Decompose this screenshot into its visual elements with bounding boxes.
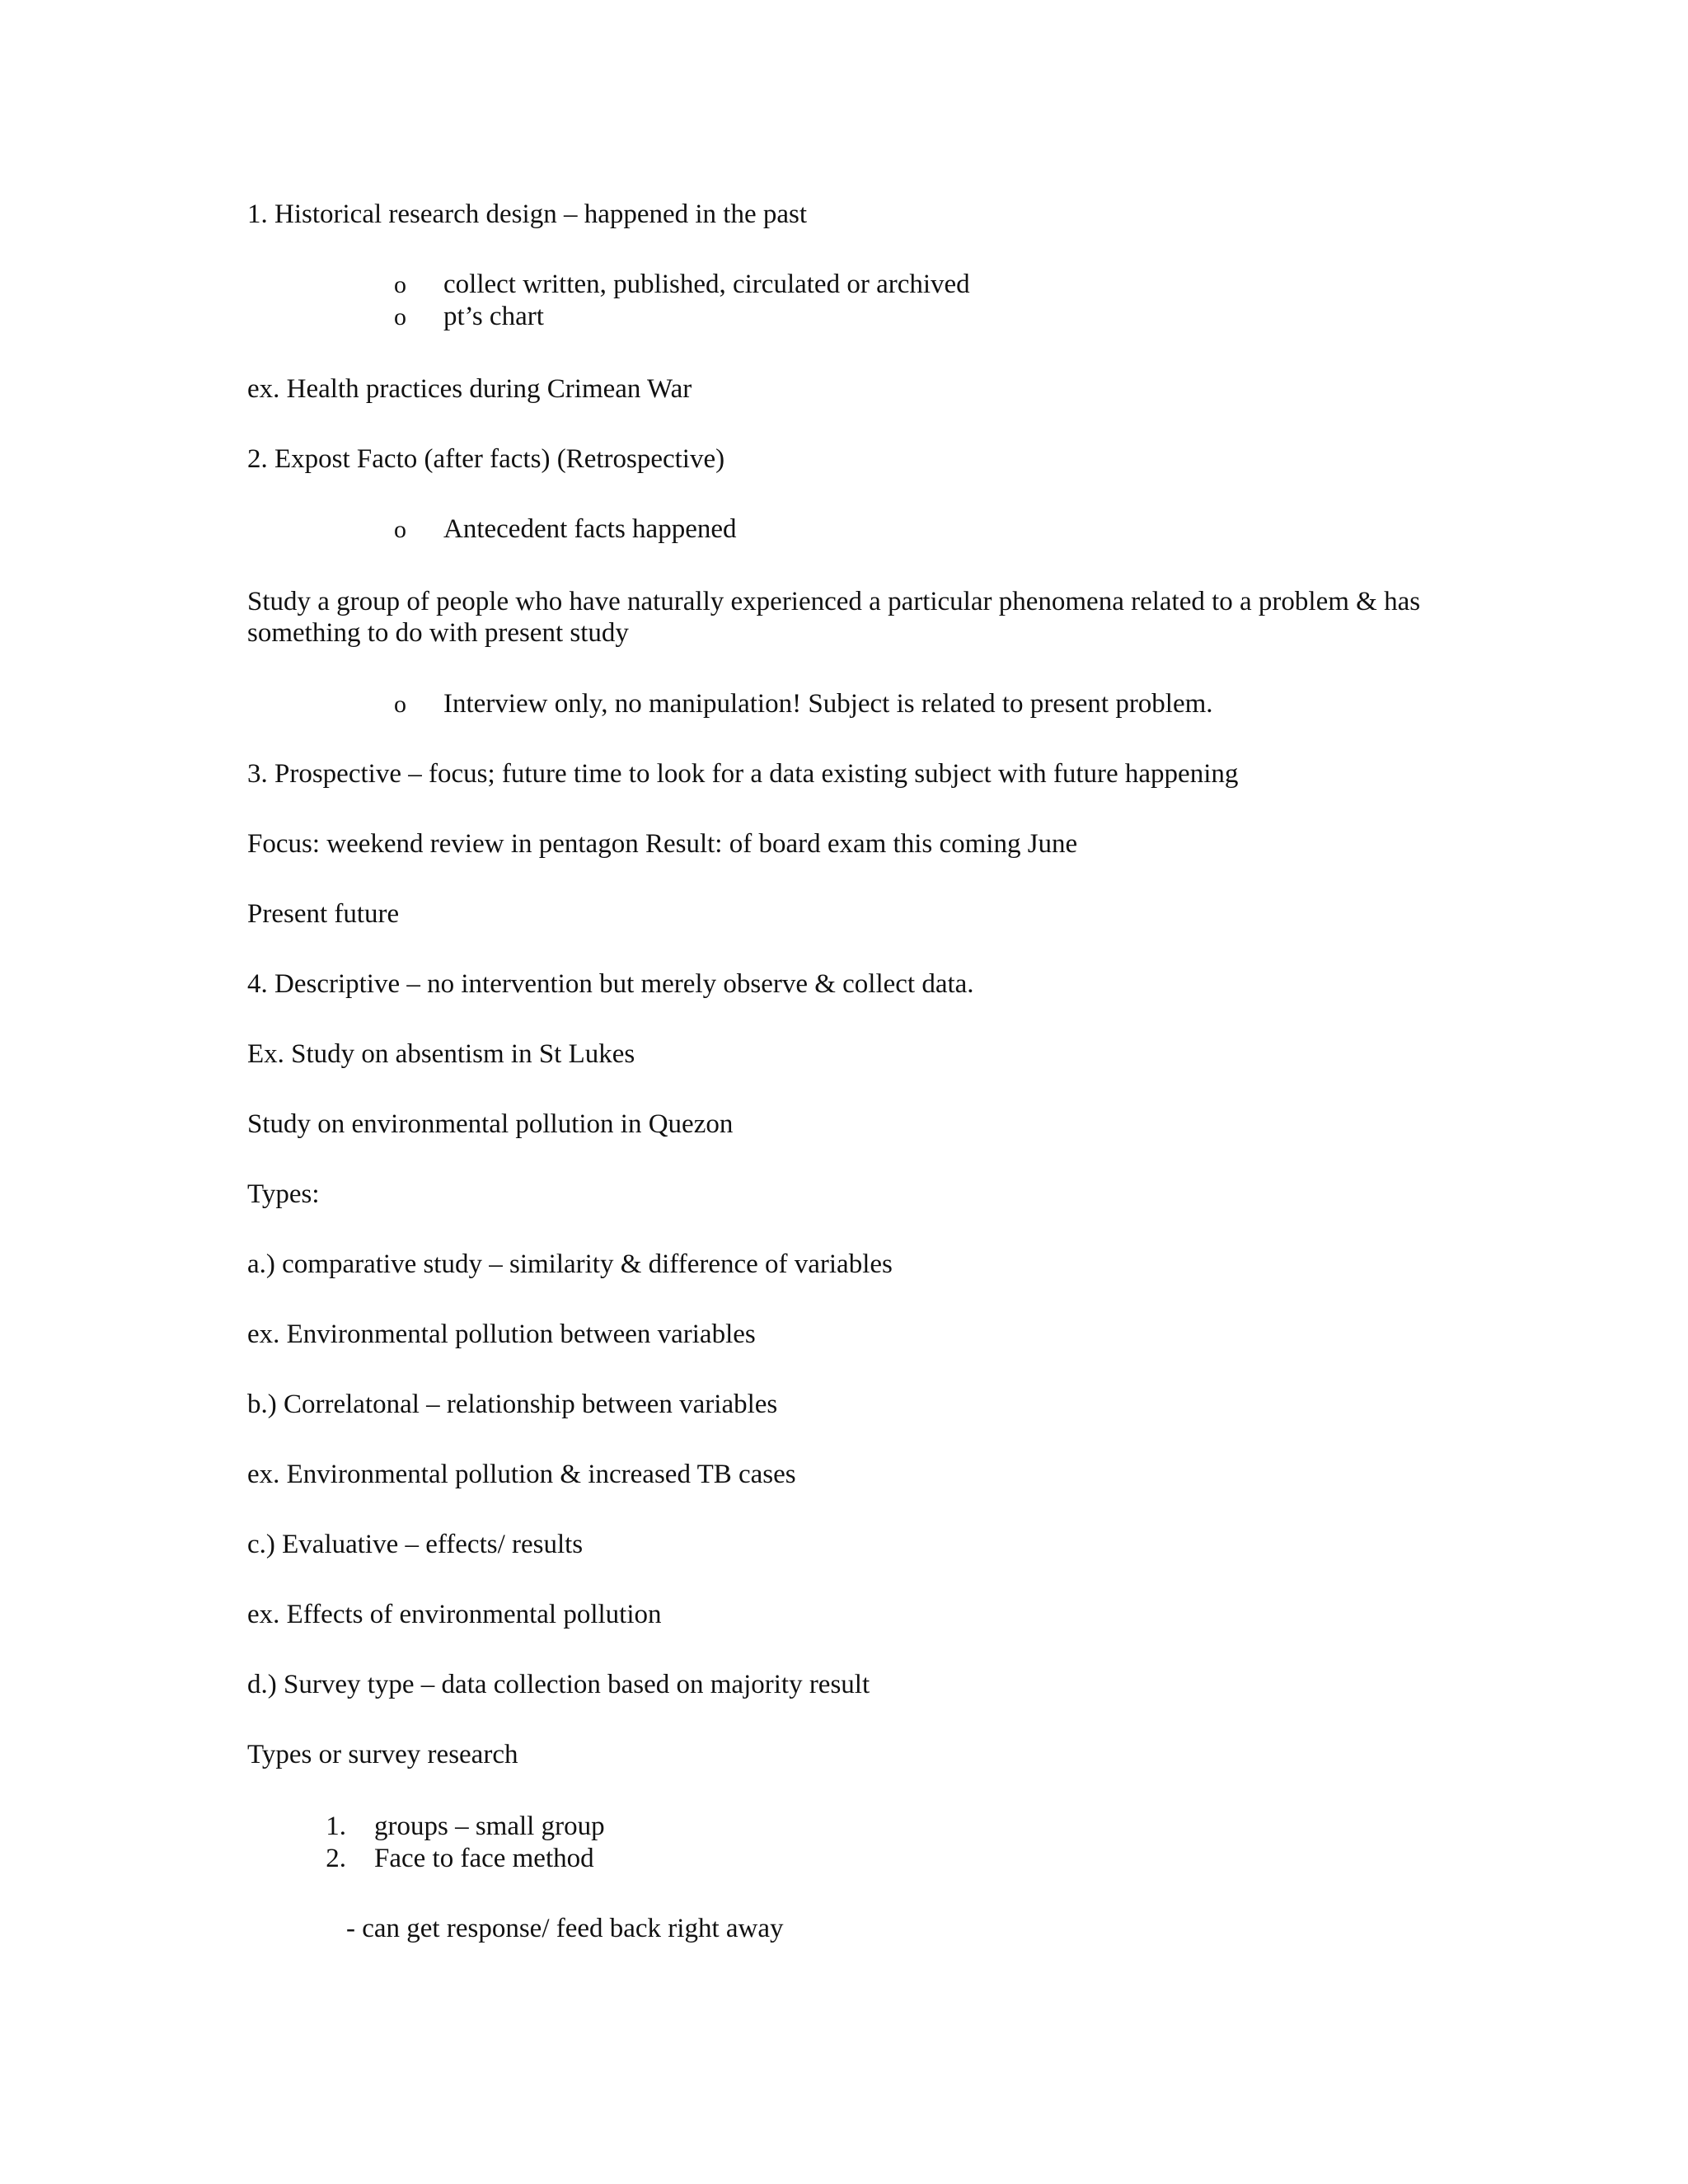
focus-line: Focus: weekend review in pentagon Result: of board exam this coming June <box>247 829 1078 859</box>
bullet-item <box>394 269 970 301</box>
example-comparative: ex. Environmental pollution between variables <box>247 1319 756 1349</box>
bullet-circle-icon: o <box>394 691 406 718</box>
types-label: Types: <box>247 1179 320 1209</box>
numbered-item <box>293 1811 605 1842</box>
bullet-text: collect written, published, circulated or archived <box>443 269 970 299</box>
type-evaluative: c.) Evaluative – effects/ results <box>247 1530 584 1559</box>
heading-expost-facto: 2. Expost Facto (after facts) (Retrospective) <box>247 444 725 474</box>
bullet-circle-icon: o <box>394 303 406 330</box>
list-number: 2. <box>326 1844 346 1873</box>
paragraph-study-group: Study a group of people who have naturally experienced a particular phenomena related to a problem & has something to do with present study <box>247 587 1421 648</box>
type-survey: d.) Survey type – data collection based on majority result <box>247 1670 870 1699</box>
example-absentism: Ex. Study on absentism in St Lukes <box>247 1039 635 1069</box>
example-crimean: ex. Health practices during Crimean War <box>247 374 692 404</box>
bullet-text: pt’s chart <box>443 302 544 331</box>
heading-descriptive: 4. Descriptive – no intervention but merely observe & collect data. <box>247 969 974 999</box>
bullet-item <box>394 513 737 546</box>
example-correlational: ex. Environmental pollution & increased TB cases <box>247 1460 796 1489</box>
present-future-line: Present future <box>247 899 400 929</box>
heading-historical: 1. Historical research design – happened in the past <box>247 199 808 229</box>
list-text: groups – small group <box>374 1811 605 1841</box>
bullet-text: Antecedent facts happened <box>443 514 737 544</box>
bullet-text: Interview only, no manipulation! Subject is related to present problem. <box>443 689 1213 719</box>
bullet-circle-icon: o <box>394 271 406 298</box>
type-correlational: b.) Correlatonal – relationship between variables <box>247 1390 778 1419</box>
bullet-circle-icon: o <box>394 516 406 543</box>
study-pollution-quezon: Study on environmental pollution in Quezon <box>247 1109 734 1139</box>
numbered-item <box>293 1843 594 1874</box>
survey-research-types: Types or survey research <box>247 1740 518 1769</box>
response-note: - can get response/ feed back right away <box>346 1914 784 1943</box>
type-comparative: a.) comparative study – similarity & difference of variables <box>247 1249 893 1279</box>
heading-prospective: 3. Prospective – focus; future time to look for a data existing subject with future happening <box>247 759 1239 789</box>
list-text: Face to face method <box>374 1844 594 1873</box>
bullet-item <box>394 301 544 333</box>
example-evaluative: ex. Effects of environmental pollution <box>247 1600 662 1629</box>
list-number: 1. <box>326 1811 346 1841</box>
bullet-item <box>394 688 1213 720</box>
